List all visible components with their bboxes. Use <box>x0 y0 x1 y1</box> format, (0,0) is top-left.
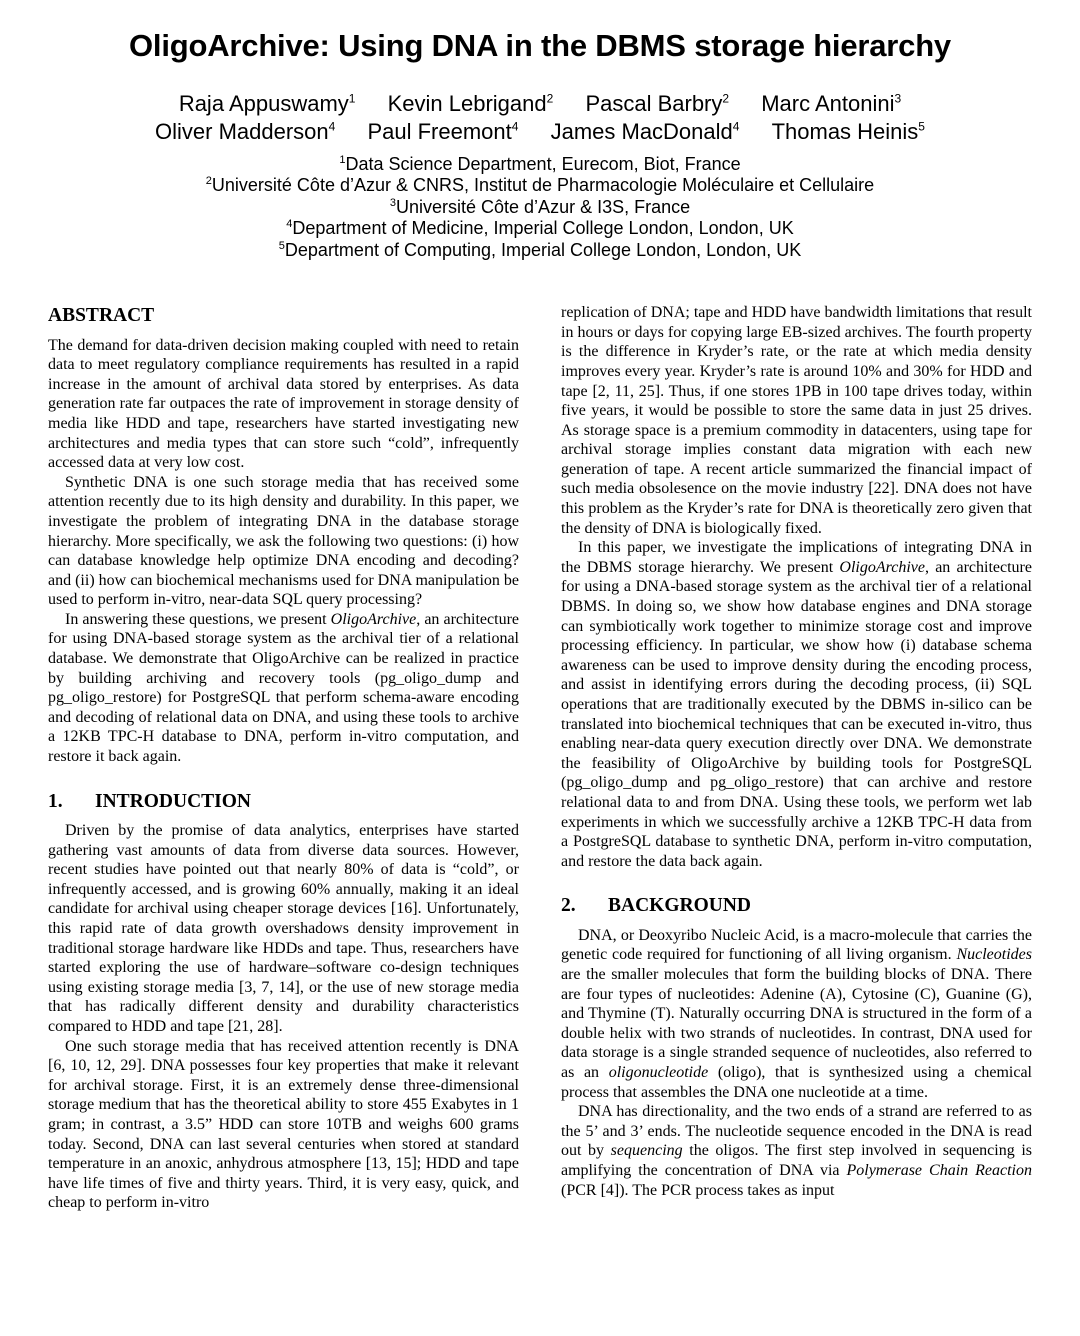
author-superscript: 4 <box>511 119 519 134</box>
author <box>551 119 740 144</box>
affiliation-text: Department of Medicine, Imperial College London, London, UK <box>292 218 794 239</box>
section-heading-background <box>561 895 1032 916</box>
affiliation-line <box>48 154 1032 176</box>
body-paragraph: DNA has directionality, and the two ends of a strand are referred to as the 5’ and 3’ ends. The nucleotide sequence encoded in the DNA is read out by sequencing the oligos. The first step involved in sequencing is amplifying the concentration of DNA via Polymerase Chain Reaction (PCR [4]). The PCR process takes as input <box>561 1103 1032 1199</box>
author <box>367 119 518 144</box>
author <box>179 91 356 116</box>
abstract-paragraph: In answering these questions, we present OligoArchive, an architecture for using DNA-based storage system as the archival tier of a relational database. We demonstrate that OligoArchive can be realized in practice by building archiving and recovery tools (pg_oligo_dump and pg_oligo_restore) for PostgreSQL that perform schema-aware encoding and decoding of relational data on DNA, and using these tools to archive a 12KB TPC-H database to DNA, perform in-vitro computation, and restore it back again. <box>48 610 519 766</box>
section-title: BACKGROUND <box>608 895 752 917</box>
section-number: 1. <box>48 790 63 812</box>
abstract-paragraph: The demand for data-driven decision making coupled with need to retain data to meet regulatory compliance requirements has resulted in a rapid increase in the amount of archival data stored by enterprises. As data generation rate far outpaces the rate of improvement in storage density of media like HDD and tape, researchers have started investigating new architectures and media types that can store such “cold”, infrequently accessed data at very low cost. <box>48 336 519 472</box>
author-name: Oliver Madderson <box>155 118 329 144</box>
affiliation-line <box>48 197 1032 219</box>
affiliation-text: Université Côte d’Azur & I3S, France <box>396 196 691 217</box>
affiliation-line <box>48 218 1032 240</box>
right-column <box>561 303 1032 1213</box>
author-name: Raja Appuswamy <box>178 90 349 116</box>
affiliation-superscript: 4 <box>286 218 293 231</box>
author-name: Marc Antonini <box>761 90 895 116</box>
affiliation-line <box>48 240 1032 262</box>
affiliation-text: Université Côte d’Azur & CNRS, Institut de Pharmacologie Moléculaire et Cellulaire <box>211 175 875 196</box>
author-superscript: 2 <box>722 91 730 106</box>
body-paragraph: replication of DNA; tape and HDD have bandwidth limitations that result in hours or days for copying large EB-sized archives. The fourth property is the difference in Kryder’s rate, or the rate at which media density improves every year. Kryder’s rate is around 10% and 30% for HDD and tape [2, 11, 25]. Thus, if one stores 1PB in 100 tape drives today, within five years, it would be possible to store the same data in just 25 drives. As storage space is a premium commodity in datacenters, using tape for archival storage implies constant data migration with each new generation of tape. A recent article summarized the financial impact of such media obsolesence on the movie industry [22]. DNA does not have this problem as the Kryder’s rate for DNA is theoretically zero given that the density of DNA is biologically fixed. <box>561 304 1032 537</box>
body-paragraph: DNA, or Deoxyribo Nucleic Acid, is a macro-molecule that carries the genetic code required for functioning of all living organism. Nucleotides are the smaller molecules that form the building blocks of DNA. There are four types of nucleotides: Adenine (A), Cytosine (C), Guanine (G), and Thymine (T). Naturally occurring DNA is structured in the form of a double helix with two strands of nucleotides. In contrast, DNA used for data storage is a single stranded sequence of nucleotides, also referred to as an oligonucleotide (oligo), that is synthesized using a chemical process that assembles the DNA one nucleotide at a time. <box>561 926 1032 1101</box>
section-heading-introduction <box>48 791 519 812</box>
body-paragraph: In this paper, we investigate the implications of integrating DNA in the DBMS storage hierarchy. We present OligoArchive, an architecture for using a DNA-based storage system as the archival tier of a relational DBMS. In doing so, we show how database engines and DNA storage can symbiotically work together to minimize storage cost and improve processing efficiency. In particular, we show how (i) database schema awareness can be used to improve density during the encoding process, and assist in identifying errors during the decoding process, (ii) SQL operations that are traditionally executed by the DBMS in-silico can be translated into biochemical techniques that can be executed in-vitro, thus enabling near-data query execution directly over DNA. We demonstrate the feasibility of OligoArchive by building tools for PostgreSQL (pg_oligo_dump and pg_oligo_restore) that can archive and restore relational data to and from DNA. Using these tools, we perform wet lab experiments in which we successfully archive a 12KB TPC-H data from a PostgreSQL database to synthetic DNA, perform in-vitro computation, and restore the data back again. <box>561 539 1032 870</box>
author-superscript: 1 <box>348 91 356 106</box>
author-line-2 <box>48 118 1032 146</box>
author-superscript: 4 <box>732 119 740 134</box>
affiliation-superscript: 3 <box>389 196 396 209</box>
affiliation-block <box>48 154 1032 262</box>
left-column <box>48 303 519 1213</box>
author <box>761 91 901 116</box>
affiliation-superscript: 1 <box>339 153 346 166</box>
author-name: James MacDonald <box>550 118 733 144</box>
author-superscript: 4 <box>328 119 336 134</box>
author-superscript: 2 <box>546 91 554 106</box>
author <box>772 119 925 144</box>
affiliation-text: Department of Computing, Imperial College London, London, UK <box>284 239 802 260</box>
author-superscript: 5 <box>918 119 925 134</box>
section-number: 2. <box>561 895 576 917</box>
body-paragraph: Driven by the promise of data analytics, enterprises have started gathering vast amounts of data from diverse data sources. However, recent studies have pointed out that nearly 80% of data is “cold”, or infrequently accessed, and is growing 60% annually, making it an ideal candidate for archival using cheaper storage devices [16]. Unfortunately, this rapid rate of data growth overshadows density improvement in traditional storage hardware like HDDs and tape. Thus, researchers have started exploring the use of hardware–software co-design techniques using existing storage media [3, 7, 14], or the use of new storage media that has radically different density and durability characteristics compared to HDD and tape [21, 28]. <box>48 822 519 1036</box>
section-title: INTRODUCTION <box>95 790 252 812</box>
author-line-1 <box>48 90 1032 118</box>
author-block <box>48 90 1032 146</box>
affiliation-superscript: 5 <box>278 239 285 252</box>
author <box>388 91 554 116</box>
body-paragraph: One such storage media that has received attention recently is DNA [6, 10, 12, 29]. DNA possesses four key properties that make it relevant for archival storage. First, it is an extremely dense three-dimensional storage medium that has the theoretical ability to store 455 Exabytes in 1 gram; in contrast, a 3.5” HDD can store 10TB and weighs 600 grams today. Second, DNA can last several centuries when stored at standard temperature in an anoxic, anhydrous atmosphere [13, 15]; HDD and tape have life times of five and thirty years. Third, it is very easy, quick, and cheap to perform in-vitro <box>48 1037 519 1212</box>
affiliation-line <box>48 175 1032 197</box>
affiliation-text: Data Science Department, Eurecom, Biot, France <box>345 153 741 174</box>
author <box>155 119 335 144</box>
author-name: Paul Freemont <box>367 118 512 144</box>
abstract-paragraph: Synthetic DNA is one such storage media that has received some attention recently due to its high density and durability. In this paper, we investigate the problem of integrating DNA in the database storage hierarchy. More specifically, we ask the following two questions: (i) how can database knowledge help optimize DNA encoding and decoding? and (ii) how can biochemical mechanisms used for DNA manipulation be used to perform in-vitro, near-data SQL query processing? <box>48 473 519 609</box>
author-name: Pascal Barbry <box>585 90 723 116</box>
paper-title: OligoArchive: Using DNA in the DBMS storage hierarchy <box>129 28 951 63</box>
author-superscript: 3 <box>894 91 902 106</box>
author <box>585 91 729 116</box>
author-name: Thomas Heinis <box>771 118 919 144</box>
abstract-heading: ABSTRACT <box>48 305 155 327</box>
author-name: Kevin Lebrigand <box>387 90 547 116</box>
affiliation-superscript: 2 <box>205 175 212 188</box>
two-column-body <box>48 303 1032 1213</box>
